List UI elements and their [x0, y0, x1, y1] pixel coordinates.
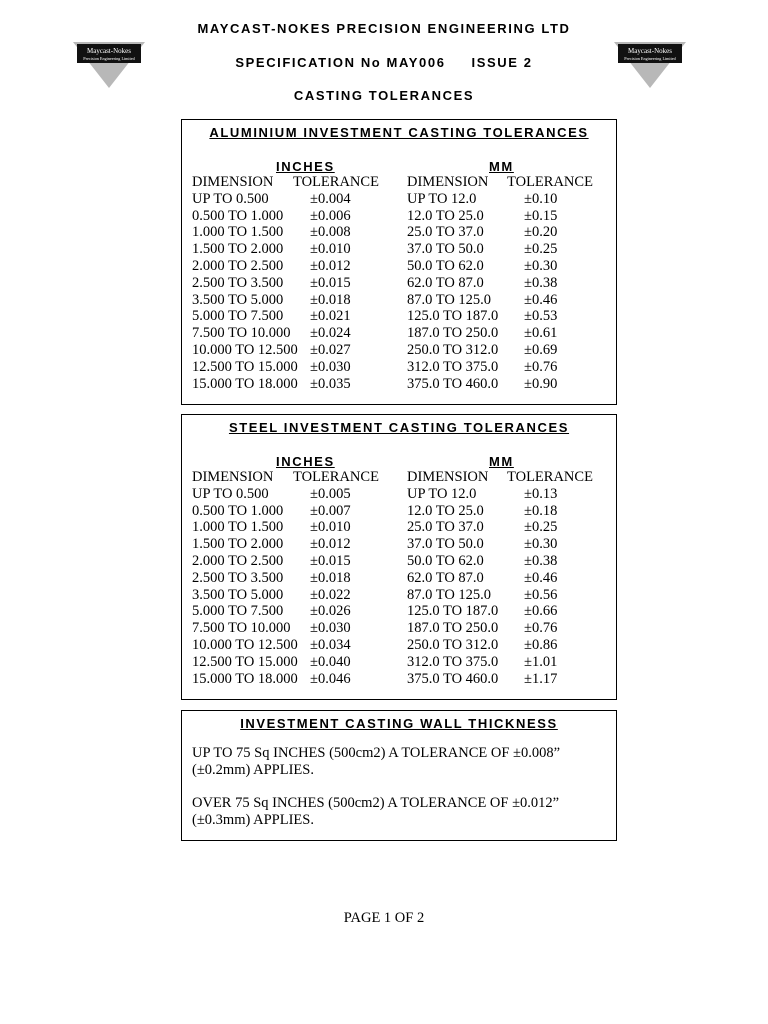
mm-heading: MM	[489, 454, 514, 469]
dimension-mm: 187.0 TO 250.0	[407, 325, 499, 342]
tolerance-mm: ±0.86	[524, 636, 558, 653]
logo-line1: Maycast-Nokes	[87, 47, 131, 55]
company-logo-right	[614, 42, 686, 88]
dimension-inches: 10.000 TO 12.500	[192, 636, 298, 653]
wall-thickness-para-2: OVER 75 Sq INCHES (500cm2) A TOLERANCE OF ±0.012” (±0.3mm) APPLIES.	[192, 795, 560, 828]
dimension-mm: 12.0 TO 25.0	[407, 502, 484, 519]
tolerance-inches: ±0.004	[310, 190, 351, 207]
dimension-mm: 62.0 TO 87.0	[407, 569, 484, 586]
tolerance-inches: ±0.024	[310, 325, 351, 342]
tolerance-mm: ±1.17	[524, 670, 558, 687]
dimension-mm: 312.0 TO 375.0	[407, 358, 499, 375]
dimension-header: DIMENSION	[407, 174, 489, 190]
tolerance-inches: ±0.030	[310, 620, 351, 637]
dimension-inches: 2.000 TO 2.500	[192, 552, 284, 569]
tolerance-inches: ±0.010	[310, 519, 351, 536]
table-row	[192, 570, 612, 587]
table-row	[192, 308, 612, 325]
tolerance-mm: ±0.90	[524, 375, 558, 392]
tolerance-mm: ±0.53	[524, 308, 558, 325]
tolerance-inches: ±0.007	[310, 502, 351, 519]
tolerance-inches: ±0.040	[310, 653, 351, 670]
dimension-mm: UP TO 12.0	[407, 485, 477, 502]
table-header-row	[192, 469, 612, 486]
dimension-inches: 7.500 TO 10.000	[192, 325, 291, 342]
dimension-inches: 2.500 TO 3.500	[192, 569, 284, 586]
logo-line2: Precision Engineering Limited	[624, 56, 676, 61]
dimension-header: DIMENSION	[192, 469, 274, 485]
dimension-inches: 1.000 TO 1.500	[192, 224, 284, 241]
dimension-mm: 25.0 TO 37.0	[407, 224, 484, 241]
wall-thickness-para-1: UP TO 75 Sq INCHES (500cm2) A TOLERANCE OF ±0.008” (±0.2mm) APPLIES.	[192, 745, 561, 778]
dimension-inches: 2.000 TO 2.500	[192, 257, 284, 274]
table-row	[192, 359, 612, 376]
dimension-mm: 12.0 TO 25.0	[407, 207, 484, 224]
tolerance-inches: ±0.027	[310, 341, 351, 358]
table-row	[192, 191, 612, 208]
dimension-inches: 12.500 TO 15.000	[192, 653, 298, 670]
inches-heading: INCHES	[276, 454, 335, 469]
tolerance-inches: ±0.026	[310, 603, 351, 620]
tolerance-header: TOLERANCE	[507, 174, 593, 190]
spec-number: SPECIFICATION No MAY006	[235, 55, 446, 70]
dimension-inches: 3.500 TO 5.000	[192, 586, 284, 603]
dimension-mm: 250.0 TO 312.0	[407, 341, 499, 358]
dimension-mm: 250.0 TO 312.0	[407, 636, 499, 653]
dimension-inches: 3.500 TO 5.000	[192, 291, 284, 308]
tolerance-header: TOLERANCE	[293, 174, 379, 190]
dimension-inches: 15.000 TO 18.000	[192, 375, 298, 392]
dimension-mm: 187.0 TO 250.0	[407, 620, 499, 637]
tolerance-inches: ±0.015	[310, 552, 351, 569]
table-row	[192, 325, 612, 342]
tolerance-inches: ±0.010	[310, 241, 351, 258]
dimension-mm: 62.0 TO 87.0	[407, 274, 484, 291]
table-row	[192, 620, 612, 637]
tolerance-mm: ±0.61	[524, 325, 558, 342]
steel-title: STEEL INVESTMENT CASTING TOLERANCES	[228, 420, 570, 435]
table-row	[192, 603, 612, 620]
tolerance-inches: ±0.005	[310, 485, 351, 502]
wall-thickness-title: INVESTMENT CASTING WALL THICKNESS	[240, 716, 558, 731]
table-row	[192, 486, 612, 503]
logo-line1: Maycast-Nokes	[628, 47, 672, 55]
table-row	[192, 342, 612, 359]
table-row	[192, 376, 612, 393]
dimension-mm: UP TO 12.0	[407, 190, 477, 207]
dimension-mm: 25.0 TO 37.0	[407, 519, 484, 536]
issue-number: ISSUE 2	[471, 55, 533, 70]
dimension-inches: 1.500 TO 2.000	[192, 536, 284, 553]
dimension-inches: 7.500 TO 10.000	[192, 620, 291, 637]
aluminium-title: ALUMINIUM INVESTMENT CASTING TOLERANCES	[209, 125, 589, 140]
aluminium-table	[192, 174, 612, 392]
tolerance-inches: ±0.008	[310, 224, 351, 241]
mm-heading: MM	[489, 159, 514, 174]
dimension-inches: 2.500 TO 3.500	[192, 274, 284, 291]
dimension-mm: 37.0 TO 50.0	[407, 536, 484, 553]
tolerance-mm: ±0.38	[524, 274, 558, 291]
tolerance-inches: ±0.034	[310, 636, 351, 653]
dimension-mm: 50.0 TO 62.0	[407, 257, 484, 274]
tolerance-inches: ±0.015	[310, 274, 351, 291]
dimension-mm: 50.0 TO 62.0	[407, 552, 484, 569]
dimension-mm: 87.0 TO 125.0	[407, 586, 492, 603]
tolerance-mm: ±0.20	[524, 224, 558, 241]
table-row	[192, 224, 612, 241]
tolerance-mm: ±0.69	[524, 341, 558, 358]
tolerance-mm: ±0.18	[524, 502, 558, 519]
dimension-mm: 312.0 TO 375.0	[407, 653, 499, 670]
inches-heading: INCHES	[276, 159, 335, 174]
dimension-inches: UP TO 0.500	[192, 485, 269, 502]
tolerance-mm: ±0.13	[524, 485, 558, 502]
dimension-header: DIMENSION	[407, 469, 489, 485]
tolerance-mm: ±0.56	[524, 586, 558, 603]
steel-table	[192, 469, 612, 687]
tolerance-inches: ±0.030	[310, 358, 351, 375]
table-row	[192, 536, 612, 553]
company-logo-left	[73, 42, 145, 88]
dimension-mm: 375.0 TO 460.0	[407, 670, 499, 687]
page-number: PAGE 1 OF 2	[343, 910, 425, 926]
tolerance-header: TOLERANCE	[507, 469, 593, 485]
steel-tolerance-box	[181, 414, 617, 700]
tolerance-inches: ±0.012	[310, 536, 351, 553]
dimension-inches: 10.000 TO 12.500	[192, 341, 298, 358]
table-row	[192, 292, 612, 309]
dimension-inches: 5.000 TO 7.500	[192, 308, 284, 325]
document-subject: CASTING TOLERANCES	[293, 88, 475, 103]
table-row	[192, 671, 612, 688]
aluminium-tolerance-box	[181, 119, 617, 405]
tolerance-mm: ±0.46	[524, 291, 558, 308]
tolerance-mm: ±1.01	[524, 653, 558, 670]
dimension-inches: 1.500 TO 2.000	[192, 241, 284, 258]
logo-line2: Precision Engineering Limited	[83, 56, 135, 61]
dimension-mm: 87.0 TO 125.0	[407, 291, 492, 308]
tolerance-mm: ±0.25	[524, 241, 558, 258]
dimension-inches: 15.000 TO 18.000	[192, 670, 298, 687]
dimension-mm: 125.0 TO 187.0	[407, 308, 499, 325]
tolerance-header: TOLERANCE	[293, 469, 379, 485]
tolerance-mm: ±0.15	[524, 207, 558, 224]
tolerance-inches: ±0.012	[310, 257, 351, 274]
tolerance-inches: ±0.035	[310, 375, 351, 392]
table-row	[192, 587, 612, 604]
table-row	[192, 519, 612, 536]
tolerance-mm: ±0.38	[524, 552, 558, 569]
table-row	[192, 553, 612, 570]
dimension-inches: UP TO 0.500	[192, 190, 269, 207]
tolerance-mm: ±0.46	[524, 569, 558, 586]
tolerance-mm: ±0.25	[524, 519, 558, 536]
table-header-row	[192, 174, 612, 191]
dimension-inches: 5.000 TO 7.500	[192, 603, 284, 620]
tolerance-inches: ±0.021	[310, 308, 351, 325]
company-name: MAYCAST-NOKES PRECISION ENGINEERING LTD	[197, 21, 571, 36]
table-row	[192, 503, 612, 520]
table-row	[192, 241, 612, 258]
tolerance-inches: ±0.018	[310, 291, 351, 308]
table-row	[192, 654, 612, 671]
dimension-inches: 12.500 TO 15.000	[192, 358, 298, 375]
tolerance-mm: ±0.30	[524, 536, 558, 553]
table-row	[192, 258, 612, 275]
table-row	[192, 637, 612, 654]
dimension-inches: 0.500 TO 1.000	[192, 207, 284, 224]
tolerance-mm: ±0.30	[524, 257, 558, 274]
wall-thickness-box	[181, 710, 617, 841]
dimension-header: DIMENSION	[192, 174, 274, 190]
tolerance-inches: ±0.022	[310, 586, 351, 603]
tolerance-mm: ±0.10	[524, 190, 558, 207]
tolerance-inches: ±0.018	[310, 569, 351, 586]
tolerance-mm: ±0.76	[524, 358, 558, 375]
dimension-mm: 375.0 TO 460.0	[407, 375, 499, 392]
tolerance-mm: ±0.66	[524, 603, 558, 620]
tolerance-inches: ±0.006	[310, 207, 351, 224]
table-row	[192, 275, 612, 292]
dimension-inches: 0.500 TO 1.000	[192, 502, 284, 519]
table-row	[192, 208, 612, 225]
wall-thickness-text	[192, 745, 608, 845]
tolerance-mm: ±0.76	[524, 620, 558, 637]
dimension-mm: 125.0 TO 187.0	[407, 603, 499, 620]
tolerance-inches: ±0.046	[310, 670, 351, 687]
dimension-mm: 37.0 TO 50.0	[407, 241, 484, 258]
dimension-inches: 1.000 TO 1.500	[192, 519, 284, 536]
